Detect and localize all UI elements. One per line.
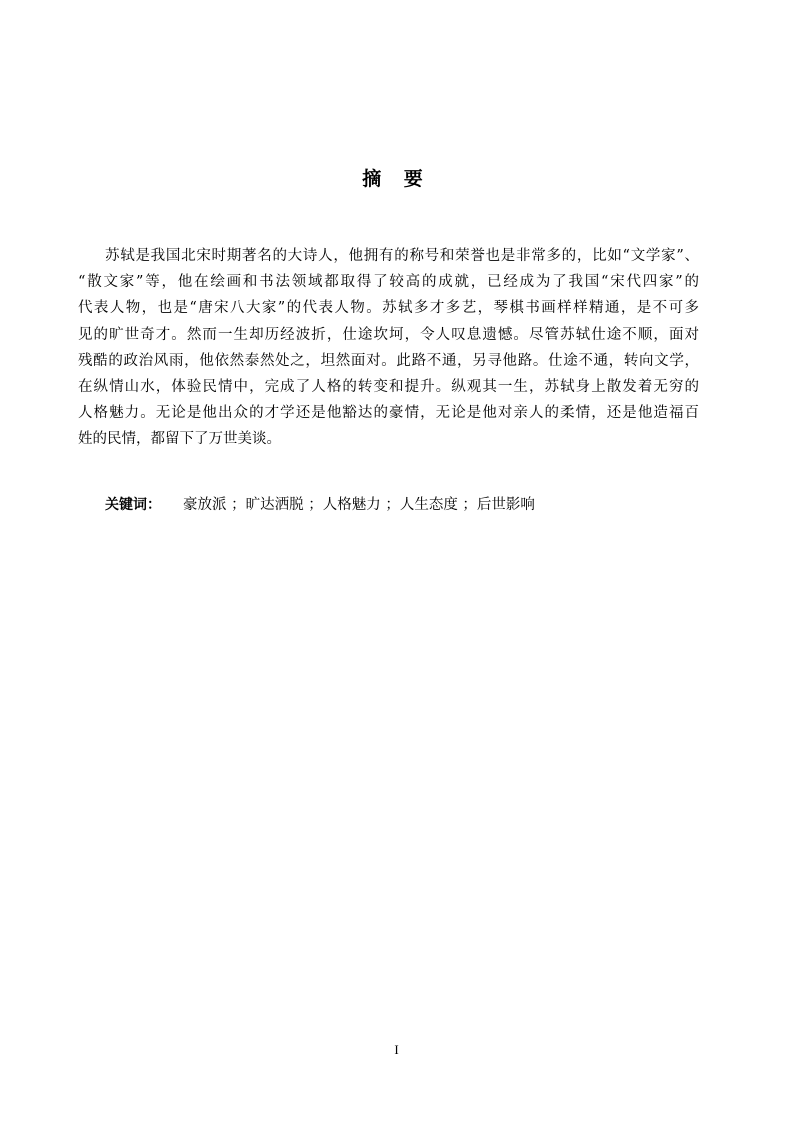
abstract-line: “散文家”等，他在绘画和书法领域都取得了较高的成就，已经成为了我国“宋代四家”的 [78, 274, 699, 291]
keywords-label: 关键词： [105, 497, 161, 513]
abstract-body [78, 243, 699, 453]
page-number: I [394, 1042, 399, 1057]
abstract-line: 在纵情山水，体验民情中，完成了人格的转变和提升。纵观其一生，苏轼身上散发着无穷的 [78, 378, 699, 395]
abstract-line: 代表人物，也是“唐宋八大家”的代表人物。苏轼多才多艺，琴棋书画样样精通，是不可多 [78, 300, 699, 317]
keywords-row [105, 494, 535, 516]
keywords-text: 豪放派 ；旷达洒脱 ；人格魅力 ；人生态度 ；后世影响 [183, 497, 535, 513]
abstract-line: 苏轼是我国北宋时期著名的大诗人，他拥有的称号和荣誉也是非常多的，比如“文学家”、 [105, 248, 699, 264]
abstract-line: 残酷的政治风雨，他依然泰然处之，坦然面对。此路不通，另寻他路。仕途不通，转向文学， [78, 352, 699, 369]
abstract-line: 人格魅力。无论是他出众的才学还是他豁达的豪情，无论是他对亲人的柔情，还是他造福百 [78, 405, 699, 422]
page-title: 摘 要 [362, 168, 431, 190]
abstract-line: 见的旷世奇才。然而一生却历经波折，仕途坎坷，令人叹息遗憾。尽管苏轼仕途不顺，面对 [78, 326, 699, 343]
abstract-line: 姓的民情，都留下了万世美谈。 [78, 431, 281, 448]
